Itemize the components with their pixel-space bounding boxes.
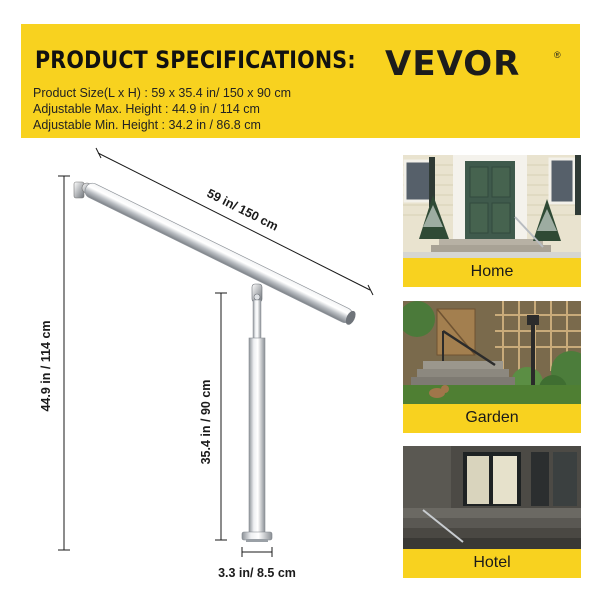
registered-mark: ® — [554, 50, 561, 60]
spec-product-size: Product Size(L x H) : 59 x 35.4 in/ 150 x 90 cm — [33, 86, 291, 100]
total-height-label: 44.9 in / 114 cm — [39, 320, 53, 412]
spec-min-height: Adjustable Min. Height : 34.2 in / 86.8 cm — [33, 118, 261, 132]
home-photo — [403, 155, 581, 258]
total-height-dimension — [58, 176, 70, 550]
brand-logo: VEVOR — [385, 44, 521, 84]
scene-card-hotel — [403, 446, 581, 578]
scene-card-home — [403, 155, 581, 287]
hotel-photo — [403, 446, 581, 549]
support-post — [242, 284, 272, 542]
post-height-dimension — [215, 293, 227, 540]
base-width-dimension — [242, 547, 272, 557]
spec-max-height: Adjustable Max. Height : 44.9 in / 114 cm — [33, 102, 260, 116]
scene-label-home: Home — [470, 263, 514, 280]
scene-card-garden — [403, 301, 581, 433]
post-height-label: 35.4 in / 90 cm — [199, 379, 213, 465]
base-width-label: 3.3 in/ 8.5 cm — [218, 566, 296, 580]
garden-photo — [403, 301, 581, 404]
length-label: 59 in/ 150 cm — [204, 186, 281, 234]
scene-label-hotel: Hotel — [473, 554, 511, 571]
scene-label-garden: Garden — [465, 409, 519, 426]
banner-title: PRODUCT SPECIFICATIONS: — [35, 46, 356, 74]
